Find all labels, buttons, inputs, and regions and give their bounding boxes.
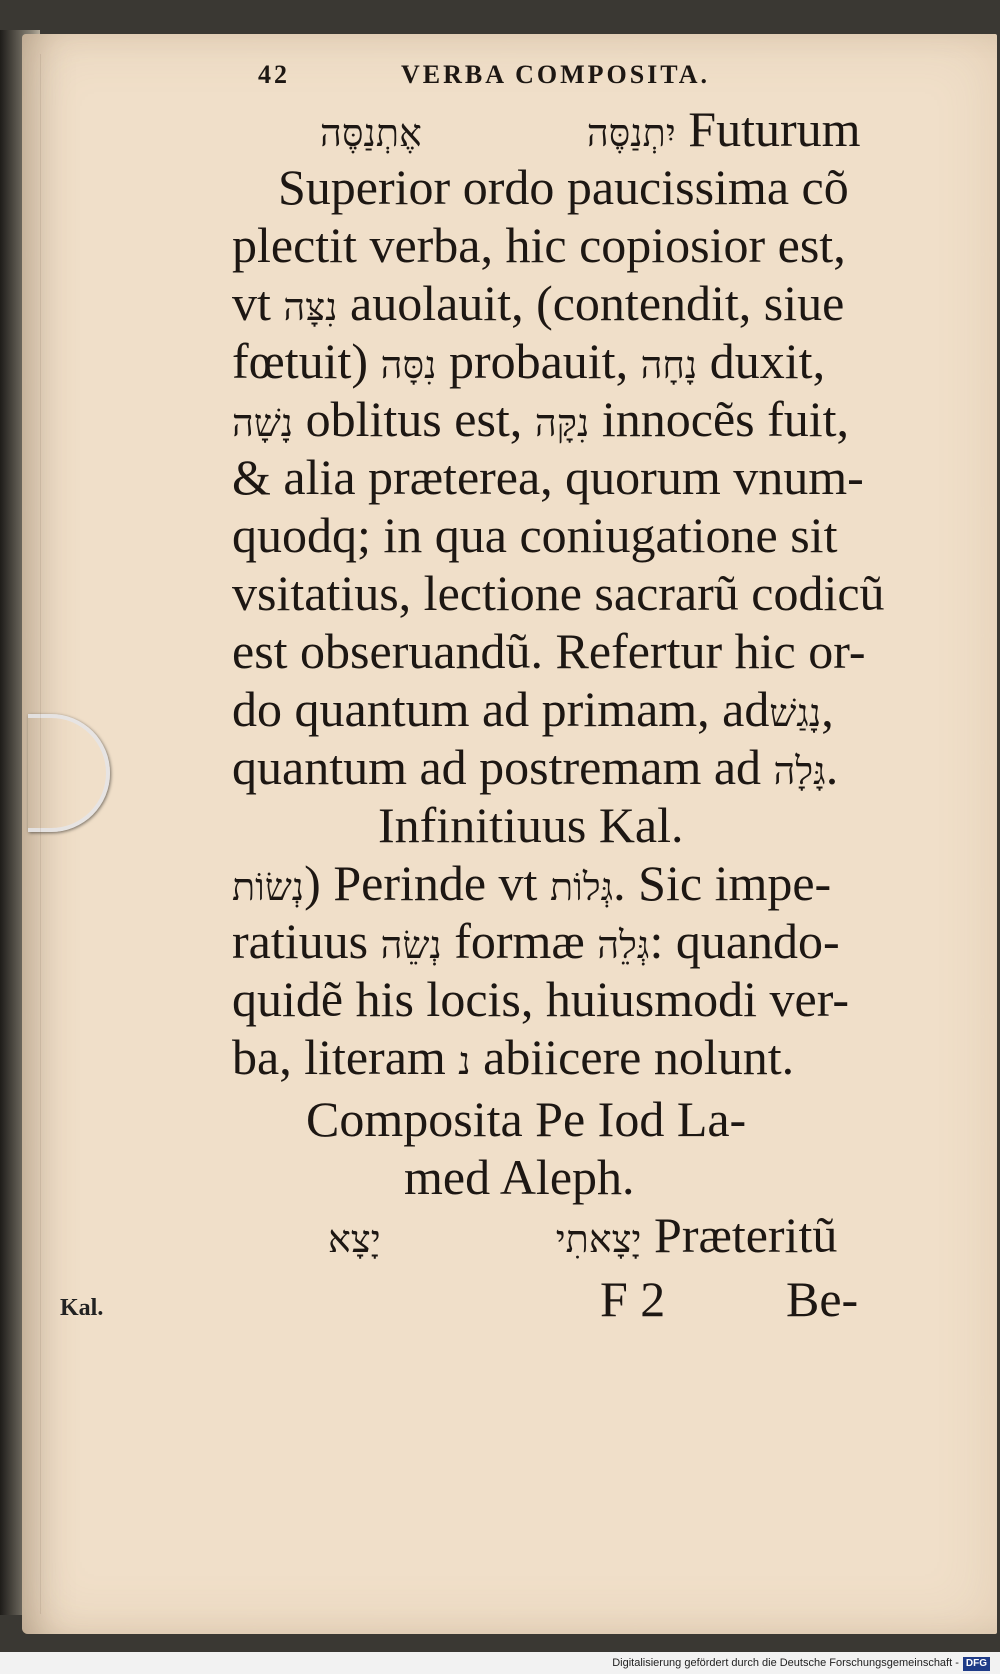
- running-title: VERBA COMPOSITA.: [401, 60, 710, 89]
- dfg-logo: DFG: [963, 1657, 990, 1671]
- text-line: יָצָאתִי יָצָא Præteritũ: [328, 1207, 838, 1263]
- text-line: vt נִצָּה auolauit, (contendit, siue: [232, 275, 845, 331]
- text-line: ba, literam נ abiicere nolunt.: [232, 1029, 795, 1085]
- margin-note: Kal.: [60, 1295, 104, 1321]
- text-line: fœtuit) נִסָּה probauit, נָחָה duxit,: [232, 333, 826, 389]
- digitization-footer: [0, 1652, 1000, 1674]
- text-line: יִתְנַסֶּה אֶתְנַסֶּה Futurum: [320, 101, 861, 157]
- footer-text: Digitalisierung gefördert durch die Deutsche Forschungsgemeinschaft -: [612, 1657, 959, 1669]
- text-line: vsitatius, lectione sacrarũ codicũ: [232, 565, 885, 621]
- signature-mark: F 2: [600, 1271, 666, 1327]
- text-line: quodq; in qua coniugatione sit: [232, 507, 838, 563]
- text-line: ratiuus נְשֵׂה formæ גְּלֵה: quando-: [232, 913, 840, 969]
- section-heading: med Aleph.: [404, 1149, 635, 1205]
- running-header: [258, 60, 918, 100]
- text-line: est obseruandũ. Refertur hic or-: [232, 623, 866, 679]
- text-line: plectit verba, hic copiosior est,: [232, 217, 846, 273]
- page-number: 42: [258, 60, 290, 89]
- text-line: נְשׂוֹת) Perinde vt גְּלוֹת. Sic impe-: [232, 855, 832, 911]
- text-line: quantum ad postremam ad גָּלָה.: [232, 739, 839, 795]
- section-heading: Composita Pe Iod La-: [306, 1091, 747, 1147]
- page-clip: [28, 714, 110, 832]
- text-line: Superior ordo paucissima cõ: [278, 159, 849, 215]
- text-line: נָשָׁה oblitus est, נִקָּה innocẽs fuit,: [232, 391, 850, 447]
- catchword: Be-: [786, 1271, 859, 1327]
- text-line: & alia præterea, quorum vnum-: [232, 449, 864, 505]
- text-line: do quantum ad primam, adנָגַשׁ,: [232, 681, 834, 737]
- text-line: quidẽ his locis, huiusmodi ver-: [232, 971, 849, 1027]
- section-heading: Infinitiuus Kal.: [378, 797, 684, 853]
